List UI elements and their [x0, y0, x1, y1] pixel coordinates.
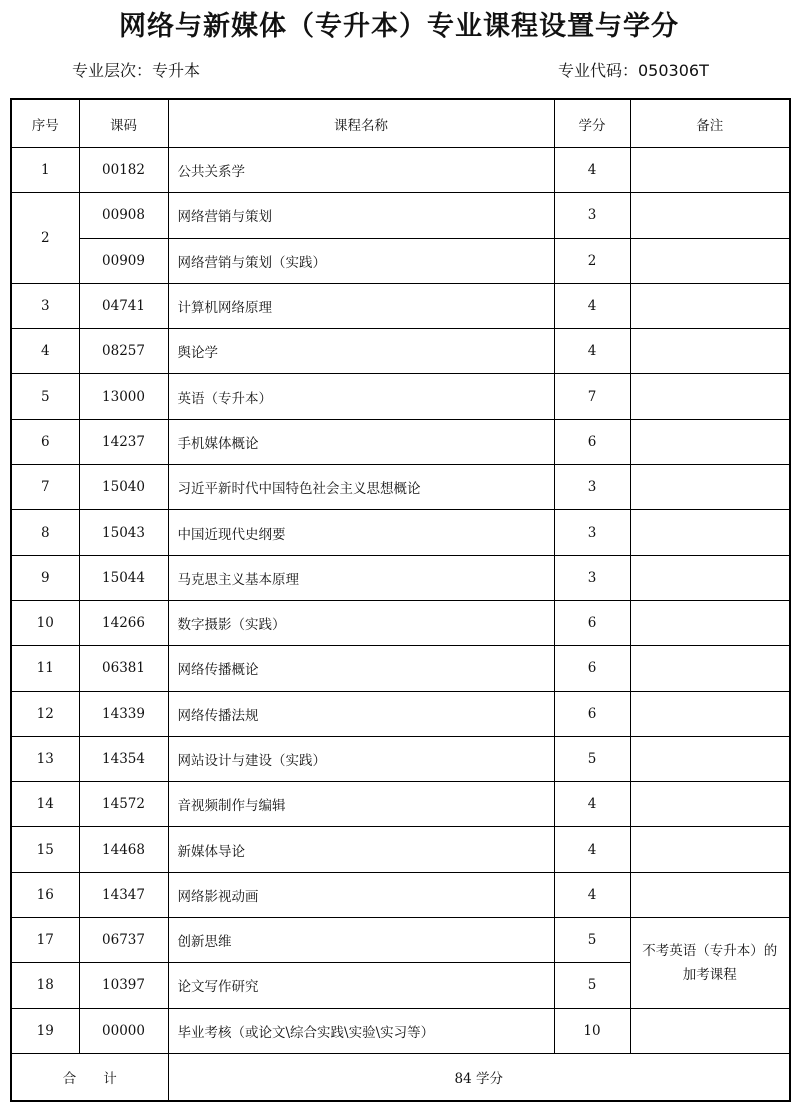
cell-remark	[630, 329, 790, 374]
table-row	[11, 918, 790, 963]
cell-code: 14266	[79, 600, 168, 645]
cell-remark	[630, 374, 790, 419]
cell-remark	[630, 782, 790, 827]
header-seq: 序号	[11, 99, 79, 148]
table-header-row	[11, 99, 790, 148]
cell-name: 音视频制作与编辑	[168, 782, 554, 827]
cell-code: 06381	[79, 646, 168, 691]
cell-name: 马克思主义基本原理	[168, 555, 554, 600]
cell-credit: 3	[554, 465, 630, 510]
cell-credit: 5	[554, 963, 630, 1008]
cell-remark	[630, 691, 790, 736]
cell-remark	[630, 555, 790, 600]
cell-remark	[630, 193, 790, 238]
major-code: 专业代码：050306T	[558, 61, 709, 80]
cell-credit: 10	[554, 1008, 630, 1053]
cell-seq: 14	[11, 782, 79, 827]
cell-name: 数字摄影（实践）	[168, 600, 554, 645]
cell-seq: 1	[11, 148, 79, 193]
header-code: 课码	[79, 99, 168, 148]
cell-seq: 13	[11, 736, 79, 781]
table-row	[11, 374, 790, 419]
cell-credit: 3	[554, 555, 630, 600]
cell-seq: 3	[11, 283, 79, 328]
total-label: 合 计	[11, 1053, 168, 1101]
cell-credit: 4	[554, 827, 630, 872]
cell-code: 14237	[79, 419, 168, 464]
cell-code: 14347	[79, 872, 168, 917]
table-row	[11, 872, 790, 917]
cell-code: 15043	[79, 510, 168, 555]
course-table	[10, 98, 791, 1102]
cell-code: 04741	[79, 283, 168, 328]
cell-credit: 4	[554, 329, 630, 374]
cell-credit: 7	[554, 374, 630, 419]
table-row	[11, 148, 790, 193]
cell-seq: 18	[11, 963, 79, 1008]
cell-name: 计算机网络原理	[168, 283, 554, 328]
cell-code: 14468	[79, 827, 168, 872]
cell-credit: 2	[554, 238, 630, 283]
total-value: 84 学分	[168, 1053, 790, 1101]
cell-name: 英语（专升本）	[168, 374, 554, 419]
table-row	[11, 238, 790, 283]
cell-credit: 3	[554, 510, 630, 555]
cell-credit: 4	[554, 283, 630, 328]
cell-seq: 12	[11, 691, 79, 736]
cell-remark	[630, 148, 790, 193]
header-name: 课程名称	[168, 99, 554, 148]
table-row	[11, 1008, 790, 1053]
cell-name: 毕业考核（或论文\综合实践\实验\实习等）	[168, 1008, 554, 1053]
cell-name: 新媒体导论	[168, 827, 554, 872]
header-remark: 备注	[630, 99, 790, 148]
cell-name: 手机媒体概论	[168, 419, 554, 464]
cell-credit: 4	[554, 872, 630, 917]
cell-seq: 11	[11, 646, 79, 691]
cell-code: 00909	[79, 238, 168, 283]
table-row	[11, 736, 790, 781]
cell-seq: 19	[11, 1008, 79, 1053]
cell-remark	[630, 238, 790, 283]
cell-code: 14354	[79, 736, 168, 781]
cell-credit: 3	[554, 193, 630, 238]
cell-code: 13000	[79, 374, 168, 419]
cell-name: 创新思维	[168, 918, 554, 963]
cell-remark	[630, 283, 790, 328]
table-row	[11, 555, 790, 600]
cell-code: 06737	[79, 918, 168, 963]
cell-name: 中国近现代史纲要	[168, 510, 554, 555]
cell-code: 14572	[79, 782, 168, 827]
cell-remark	[630, 1008, 790, 1053]
table-row	[11, 329, 790, 374]
cell-seq: 5	[11, 374, 79, 419]
table-row	[11, 827, 790, 872]
cell-remark-extra-courses: 不考英语（专升本）的加考课程	[630, 918, 790, 1009]
table-row	[11, 283, 790, 328]
table-row	[11, 510, 790, 555]
cell-remark	[630, 465, 790, 510]
table-row	[11, 600, 790, 645]
cell-remark	[630, 872, 790, 917]
cell-name: 论文写作研究	[168, 963, 554, 1008]
cell-name: 习近平新时代中国特色社会主义思想概论	[168, 465, 554, 510]
cell-remark	[630, 827, 790, 872]
cell-remark	[630, 510, 790, 555]
cell-name: 网络传播法规	[168, 691, 554, 736]
cell-code: 15044	[79, 555, 168, 600]
table-row	[11, 646, 790, 691]
cell-code: 08257	[79, 329, 168, 374]
cell-seq: 7	[11, 465, 79, 510]
cell-code: 00182	[79, 148, 168, 193]
cell-seq: 17	[11, 918, 79, 963]
cell-credit: 5	[554, 918, 630, 963]
cell-seq: 6	[11, 419, 79, 464]
cell-code: 00908	[79, 193, 168, 238]
cell-remark	[630, 419, 790, 464]
cell-credit: 5	[554, 736, 630, 781]
table-row	[11, 419, 790, 464]
cell-seq: 9	[11, 555, 79, 600]
cell-seq: 16	[11, 872, 79, 917]
cell-credit: 6	[554, 646, 630, 691]
cell-credit: 4	[554, 148, 630, 193]
cell-seq: 10	[11, 600, 79, 645]
table-row	[11, 465, 790, 510]
cell-code: 10397	[79, 963, 168, 1008]
cell-seq: 8	[11, 510, 79, 555]
major-level: 专业层次：专升本	[72, 61, 201, 80]
cell-name: 网络营销与策划	[168, 193, 554, 238]
total-row	[11, 1053, 790, 1101]
cell-name: 网络传播概论	[168, 646, 554, 691]
cell-seq: 4	[11, 329, 79, 374]
cell-name: 公共关系学	[168, 148, 554, 193]
table-row	[11, 782, 790, 827]
cell-credit: 6	[554, 691, 630, 736]
header-credit: 学分	[554, 99, 630, 148]
cell-credit: 6	[554, 600, 630, 645]
table-row	[11, 193, 790, 238]
cell-code: 15040	[79, 465, 168, 510]
cell-seq: 15	[11, 827, 79, 872]
cell-name: 网站设计与建设（实践）	[168, 736, 554, 781]
cell-remark	[630, 600, 790, 645]
cell-seq: 2	[11, 193, 79, 284]
cell-name: 舆论学	[168, 329, 554, 374]
cell-credit: 6	[554, 419, 630, 464]
table-row	[11, 691, 790, 736]
cell-name: 网络营销与策划（实践）	[168, 238, 554, 283]
cell-name: 网络影视动画	[168, 872, 554, 917]
cell-code: 14339	[79, 691, 168, 736]
cell-remark	[630, 736, 790, 781]
cell-code: 00000	[79, 1008, 168, 1053]
cell-credit: 4	[554, 782, 630, 827]
cell-remark	[630, 646, 790, 691]
page-title: 网络与新媒体（专升本）专业课程设置与学分	[119, 11, 679, 42]
